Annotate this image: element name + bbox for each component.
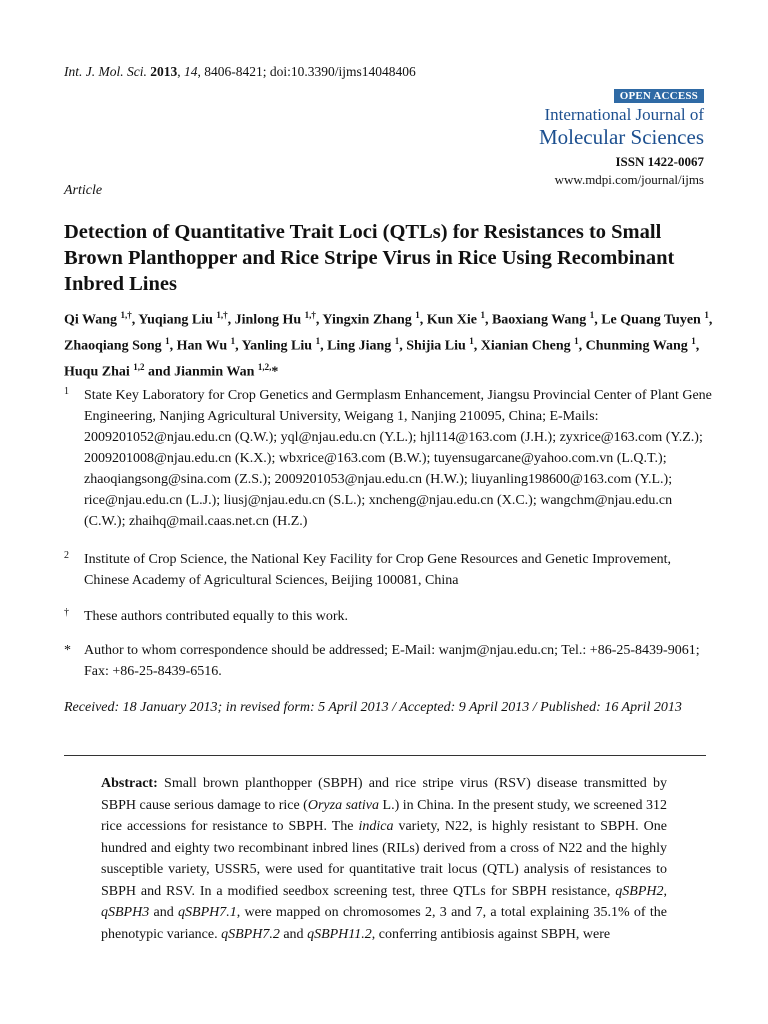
abstract-text: variety, N22, is highly resistant to SBPH. One hundred and eighty two recombinant inbred lines (RILs) derived from a cross of N22 and the highly susceptible variety, USSR5, were used for quantitative trait locus (QTL) analysis of resistances to SBPH and RSV. In a modified seedbox screening test, three QTLs for SBPH resistance, [101, 819, 667, 899]
affiliation-1 [64, 385, 714, 532]
article-type: Article [64, 183, 103, 198]
journal-name-line2: Molecular Sciences [538, 125, 704, 149]
author-affiliation-sup: 1 [415, 310, 420, 320]
author-affiliation-sup: 1,† [304, 310, 316, 320]
paper-title: Detection of Quantitative Trait Loci (QTLs) for Resistances to Small Brown Planthopper and Rice Stripe Virus in Rice Using Recombinant Inbred Lines [64, 221, 675, 295]
author-affiliation-sup: 1 [315, 336, 321, 347]
journal-website[interactable]: www.mdpi.com/journal/ijms [554, 172, 704, 187]
affiliation-mark: 2 [64, 550, 69, 561]
divider [64, 755, 706, 756]
open-access-badge: OPEN ACCESS [614, 89, 704, 103]
author-affiliation-sup: 1 [691, 336, 696, 347]
abstract-body [101, 776, 667, 942]
abstract-text: and [279, 926, 308, 942]
author-affiliation-sup: 1,† [216, 310, 228, 320]
note-text: These authors contributed equally to this work. [84, 609, 348, 624]
abstract-italic-term: qSBPH7.2 [221, 926, 280, 942]
author-name: Shijia Liu [406, 338, 466, 354]
author-name: Jinlong Hu [234, 312, 302, 328]
author-name: Chunming Wang [585, 338, 688, 354]
author-name: Le Quang Tuyen [601, 312, 701, 328]
author-affiliation-sup: 1 [469, 336, 474, 347]
author-affiliation-sup: 1 [394, 336, 400, 347]
author-affiliation-sup: 1,2, [257, 362, 272, 373]
abstract-text: , conferring antibiosis against SBPH, were [371, 926, 611, 942]
abstract-italic-term: Oryza sativa [307, 797, 380, 813]
author-name: Yingxin Zhang [322, 312, 412, 328]
affiliation-text: State Key Laboratory for Crop Genetics and Germplasm Enhancement, Jiangsu Provincial Center of Plant Gene Engineering, Nanjing Agricultural University, Weigang 1, Nanjing 210095, China; E-Mails: 2009201052@njau.edu.cn (Q.W.); yql@njau.edu.cn (Y.L.); hjl114@163.com (J.H.); zyxrice@163.com (Y.Z.); 2009201008@njau.edu.cn (K.X.); wbxrice@163.com (B.W.); tuyensugarcane@yahoo.com.vn (L.Q.T.); zhaoqiangsong@sina.com (Z.S.); 2009201053@njau.edu.cn (H.W.); liuyanling198600@163.com (Y.L.); rice@njau.edu.cn (L.J.); liusj@njau.edu.cn (S.L.); xncheng@njau.edu.cn (X.C.); wangchm@njau.edu.cn (C.W.); zhaihq@mail.caas.net.cn (H.Z.) [84, 388, 712, 529]
author-name: Xianian Cheng [480, 338, 571, 354]
abstract-text: and [149, 905, 179, 920]
author-affiliation-sup: 1,† [120, 310, 132, 320]
abstract-italic-term: qSBPH7.1 [178, 905, 237, 920]
author-affiliation-sup: 1 [589, 310, 595, 320]
author-affiliation-sup: 1,2 [133, 362, 145, 373]
author-name: Han Wu [176, 338, 228, 354]
publication-dates: Received: 18 January 2013; in revised form: 5 April 2013 / Accepted: 9 April 2013 / Published: 16 April 2013 [64, 700, 682, 715]
abstract-italic-term: indica [358, 819, 394, 834]
author-name: Ling Jiang [327, 338, 392, 354]
author-affiliation-sup: 1 [480, 310, 485, 320]
author-name: Qi Wang [64, 312, 118, 328]
abstract-text: Small brown planthopper (SBPH) and rice stripe virus (RSV) disease transmitted by SBPH cause serious damage to rice ( [101, 776, 667, 813]
citation-year: 2013 [150, 64, 178, 79]
citation-volume: 14 [183, 64, 198, 79]
author-affiliation-sup: 1 [574, 336, 579, 347]
note-mark: † [64, 607, 69, 618]
citation-pages-doi: , 8406-8421; doi:10.3390/ijms14048406 [197, 64, 416, 79]
author-name: Yanling Liu [241, 338, 313, 354]
citation-line: Int. J. Mol. Sci. 2013, 14, 8406-8421; doi:10.3390/ijms14048406 [64, 64, 416, 79]
abstract-italic-term: qSBPH2 [615, 883, 664, 899]
abstract [101, 773, 667, 945]
author-name: Huqu Zhai [64, 364, 130, 380]
author-name: Jianmin Wan [174, 364, 255, 380]
corresponding-author-mark: * [271, 364, 279, 380]
abstract-italic-term: qSBPH3 [101, 905, 150, 920]
author-name: Zhaoqiang Song [64, 338, 162, 354]
abstract-text: , were mapped on chromosomes 2, 3 and 7, a total explaining 35.1% of the phenotypic variance. [101, 905, 667, 942]
note-text: Author to whom correspondence should be addressed; E-Mail: wanjm@njau.edu.cn; Tel.: +86-25-8439-9061; Fax: +86-25-8439-6516. [84, 643, 700, 679]
abstract-label: Abstract: [101, 776, 158, 791]
correspondence-note [64, 640, 714, 682]
affiliation-mark: 1 [64, 386, 69, 397]
journal-name-line1: International Journal of [544, 105, 704, 124]
author-name: Kun Xie [426, 312, 477, 328]
affiliation-2 [64, 549, 714, 591]
author-affiliation-sup: 1 [230, 336, 236, 347]
note-mark: * [64, 643, 71, 658]
author-name: Baoxiang Wang [491, 312, 587, 328]
abstract-text: L.) in China. In the present study, we screened 312 rice accessions for resistance to SBPH. The [101, 797, 667, 834]
abstract-italic-term: qSBPH11.2 [307, 926, 372, 942]
abstract-text: , [663, 883, 667, 899]
equal-contribution-note [64, 606, 714, 627]
affiliation-text: Institute of Crop Science, the National Key Facility for Crop Gene Resources and Genetic Improvement, Chinese Academy of Agricultural Sciences, Beijing 100081, China [84, 552, 672, 588]
author-affiliation-sup: 1 [704, 310, 709, 320]
journal-abbr: Int. J. Mol. Sci. [64, 64, 147, 79]
author-name: Yuqiang Liu [138, 312, 213, 328]
journal-block [539, 86, 704, 188]
author-list: Qi Wang $^{1,\dagger}$, Yuqiang Liu $^{1,\dagger}$, Jinlong Hu $^{1,\dagger}$, Yingxin Zhang $^1$, Kun Xie $^1$, Baoxiang Wang $^1$, Le Quang Tuyen $^1$, Zhaoqiang Song $^1$, Han Wu $^1$, Yanling Liu $^1$, Ling Jiang $^1$, Shijia Liu $^1$, Xianian Cheng $^1$, Chunming Wang $^1$, Huqu Zhai $^{1,2}$ and Jianmin Wan $^{1,2,}$* [64, 310, 713, 380]
author-affiliation-sup: 1 [165, 336, 170, 347]
issn: ISSN 1422-0067 [615, 154, 704, 169]
